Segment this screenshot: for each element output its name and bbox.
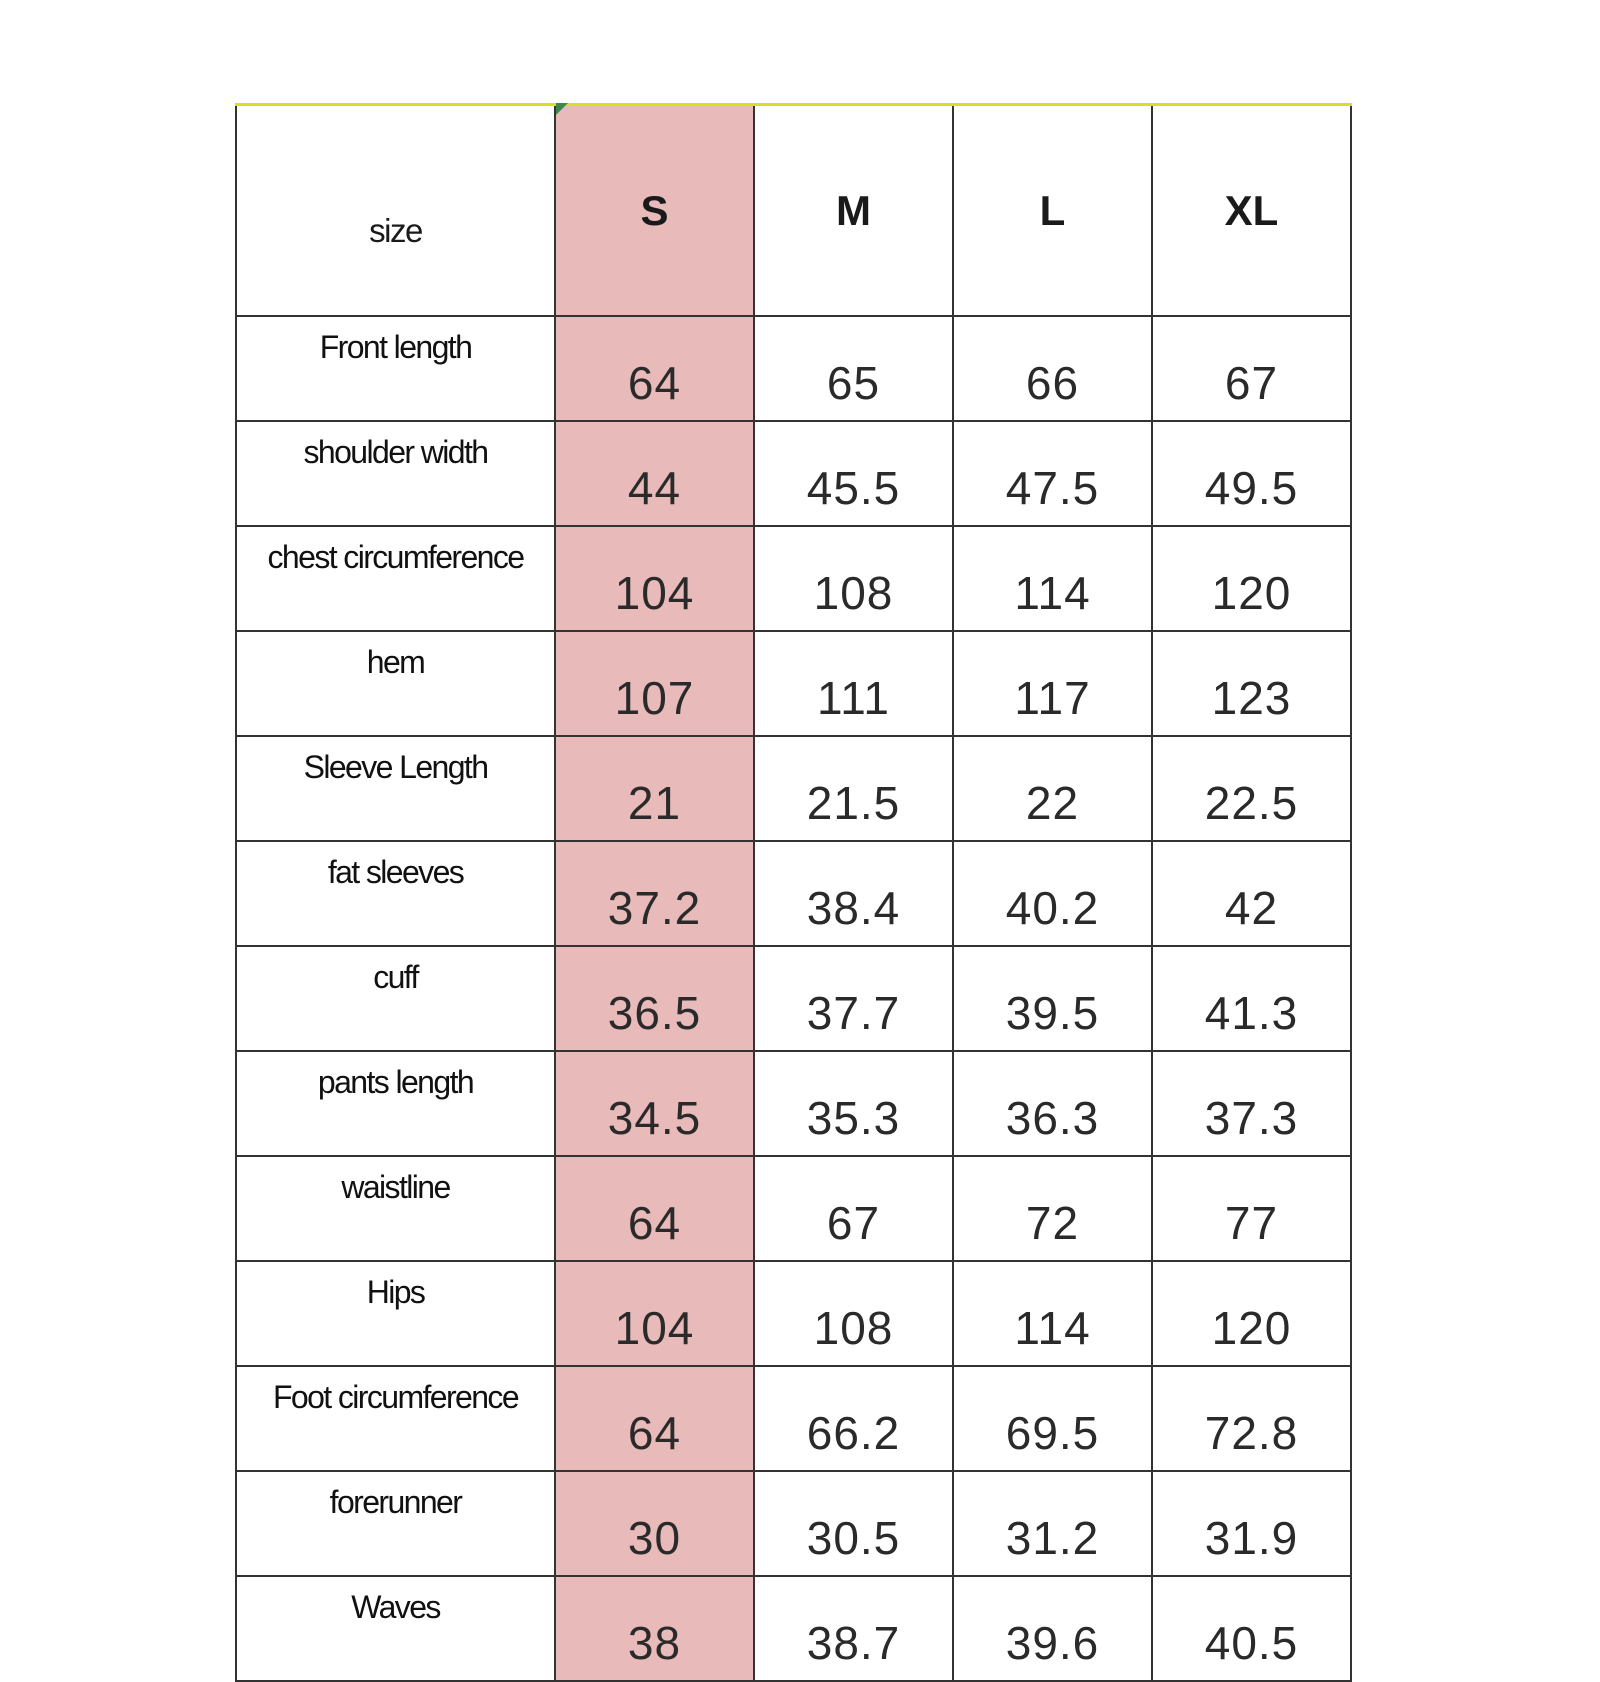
value-cell-l: 114: [953, 526, 1152, 631]
value-cell-xl: 67: [1152, 316, 1351, 421]
value-cell-xl: 40.5: [1152, 1576, 1351, 1681]
table-row: [236, 1051, 1351, 1156]
table-row: [236, 1471, 1351, 1576]
value-cell-s: 64: [555, 1366, 754, 1471]
value-cell-m: 108: [754, 1261, 953, 1366]
size-header-m: M: [754, 105, 953, 317]
value-cell-s: 36.5: [555, 946, 754, 1051]
table-row: [236, 526, 1351, 631]
header-row: [236, 105, 1351, 317]
value-cell-s: 104: [555, 526, 754, 631]
table-row: [236, 316, 1351, 421]
size-header-s: S: [555, 105, 754, 317]
value-cell-s: 64: [555, 316, 754, 421]
value-cell-m: 38.7: [754, 1576, 953, 1681]
value-cell-m: 35.3: [754, 1051, 953, 1156]
value-cell-s: 37.2: [555, 841, 754, 946]
value-cell-l: 40.2: [953, 841, 1152, 946]
table-row: [236, 736, 1351, 841]
value-cell-l: 117: [953, 631, 1152, 736]
table-row: [236, 1576, 1351, 1681]
size-header-l: L: [953, 105, 1152, 317]
row-label: shoulder width: [236, 421, 555, 526]
value-cell-m: 67: [754, 1156, 953, 1261]
value-cell-xl: 22.5: [1152, 736, 1351, 841]
cell-corner-marker: [556, 103, 568, 115]
value-cell-xl: 41.3: [1152, 946, 1351, 1051]
row-label: Front length: [236, 316, 555, 421]
value-cell-m: 21.5: [754, 736, 953, 841]
value-cell-xl: 42: [1152, 841, 1351, 946]
row-label: Hips: [236, 1261, 555, 1366]
row-label: forerunner: [236, 1471, 555, 1576]
size-chart-table: [235, 103, 1352, 1682]
row-label: Sleeve Length: [236, 736, 555, 841]
row-label: hem: [236, 631, 555, 736]
value-cell-s: 104: [555, 1261, 754, 1366]
header-label: size: [236, 105, 555, 317]
row-label: fat sleeves: [236, 841, 555, 946]
value-cell-xl: 120: [1152, 1261, 1351, 1366]
row-label: waistline: [236, 1156, 555, 1261]
value-cell-m: 45.5: [754, 421, 953, 526]
value-cell-xl: 49.5: [1152, 421, 1351, 526]
size-chart-body: [236, 316, 1351, 1681]
value-cell-s: 30: [555, 1471, 754, 1576]
value-cell-m: 65: [754, 316, 953, 421]
value-cell-s: 21: [555, 736, 754, 841]
table-row: [236, 421, 1351, 526]
size-chart-header: [236, 105, 1351, 317]
value-cell-xl: 123: [1152, 631, 1351, 736]
value-cell-l: 114: [953, 1261, 1152, 1366]
value-cell-s: 64: [555, 1156, 754, 1261]
value-cell-s: 38: [555, 1576, 754, 1681]
table-row: [236, 1366, 1351, 1471]
table-row: [236, 1261, 1351, 1366]
value-cell-xl: 77: [1152, 1156, 1351, 1261]
table-row: [236, 1156, 1351, 1261]
value-cell-l: 39.5: [953, 946, 1152, 1051]
value-cell-m: 111: [754, 631, 953, 736]
row-label: Foot circumference: [236, 1366, 555, 1471]
value-cell-xl: 37.3: [1152, 1051, 1351, 1156]
value-cell-l: 36.3: [953, 1051, 1152, 1156]
row-label: chest circumference: [236, 526, 555, 631]
value-cell-m: 37.7: [754, 946, 953, 1051]
value-cell-l: 66: [953, 316, 1152, 421]
value-cell-s: 44: [555, 421, 754, 526]
row-label: pants length: [236, 1051, 555, 1156]
value-cell-l: 39.6: [953, 1576, 1152, 1681]
value-cell-s: 34.5: [555, 1051, 754, 1156]
value-cell-l: 31.2: [953, 1471, 1152, 1576]
value-cell-m: 66.2: [754, 1366, 953, 1471]
value-cell-l: 47.5: [953, 421, 1152, 526]
value-cell-xl: 120: [1152, 526, 1351, 631]
value-cell-s: 107: [555, 631, 754, 736]
value-cell-l: 69.5: [953, 1366, 1152, 1471]
row-label: cuff: [236, 946, 555, 1051]
value-cell-l: 22: [953, 736, 1152, 841]
row-label: Waves: [236, 1576, 555, 1681]
table-row: [236, 946, 1351, 1051]
value-cell-l: 72: [953, 1156, 1152, 1261]
value-cell-xl: 31.9: [1152, 1471, 1351, 1576]
value-cell-m: 38.4: [754, 841, 953, 946]
value-cell-m: 108: [754, 526, 953, 631]
table-row: [236, 631, 1351, 736]
size-header-xl: XL: [1152, 105, 1351, 317]
value-cell-m: 30.5: [754, 1471, 953, 1576]
value-cell-xl: 72.8: [1152, 1366, 1351, 1471]
table-row: [236, 841, 1351, 946]
